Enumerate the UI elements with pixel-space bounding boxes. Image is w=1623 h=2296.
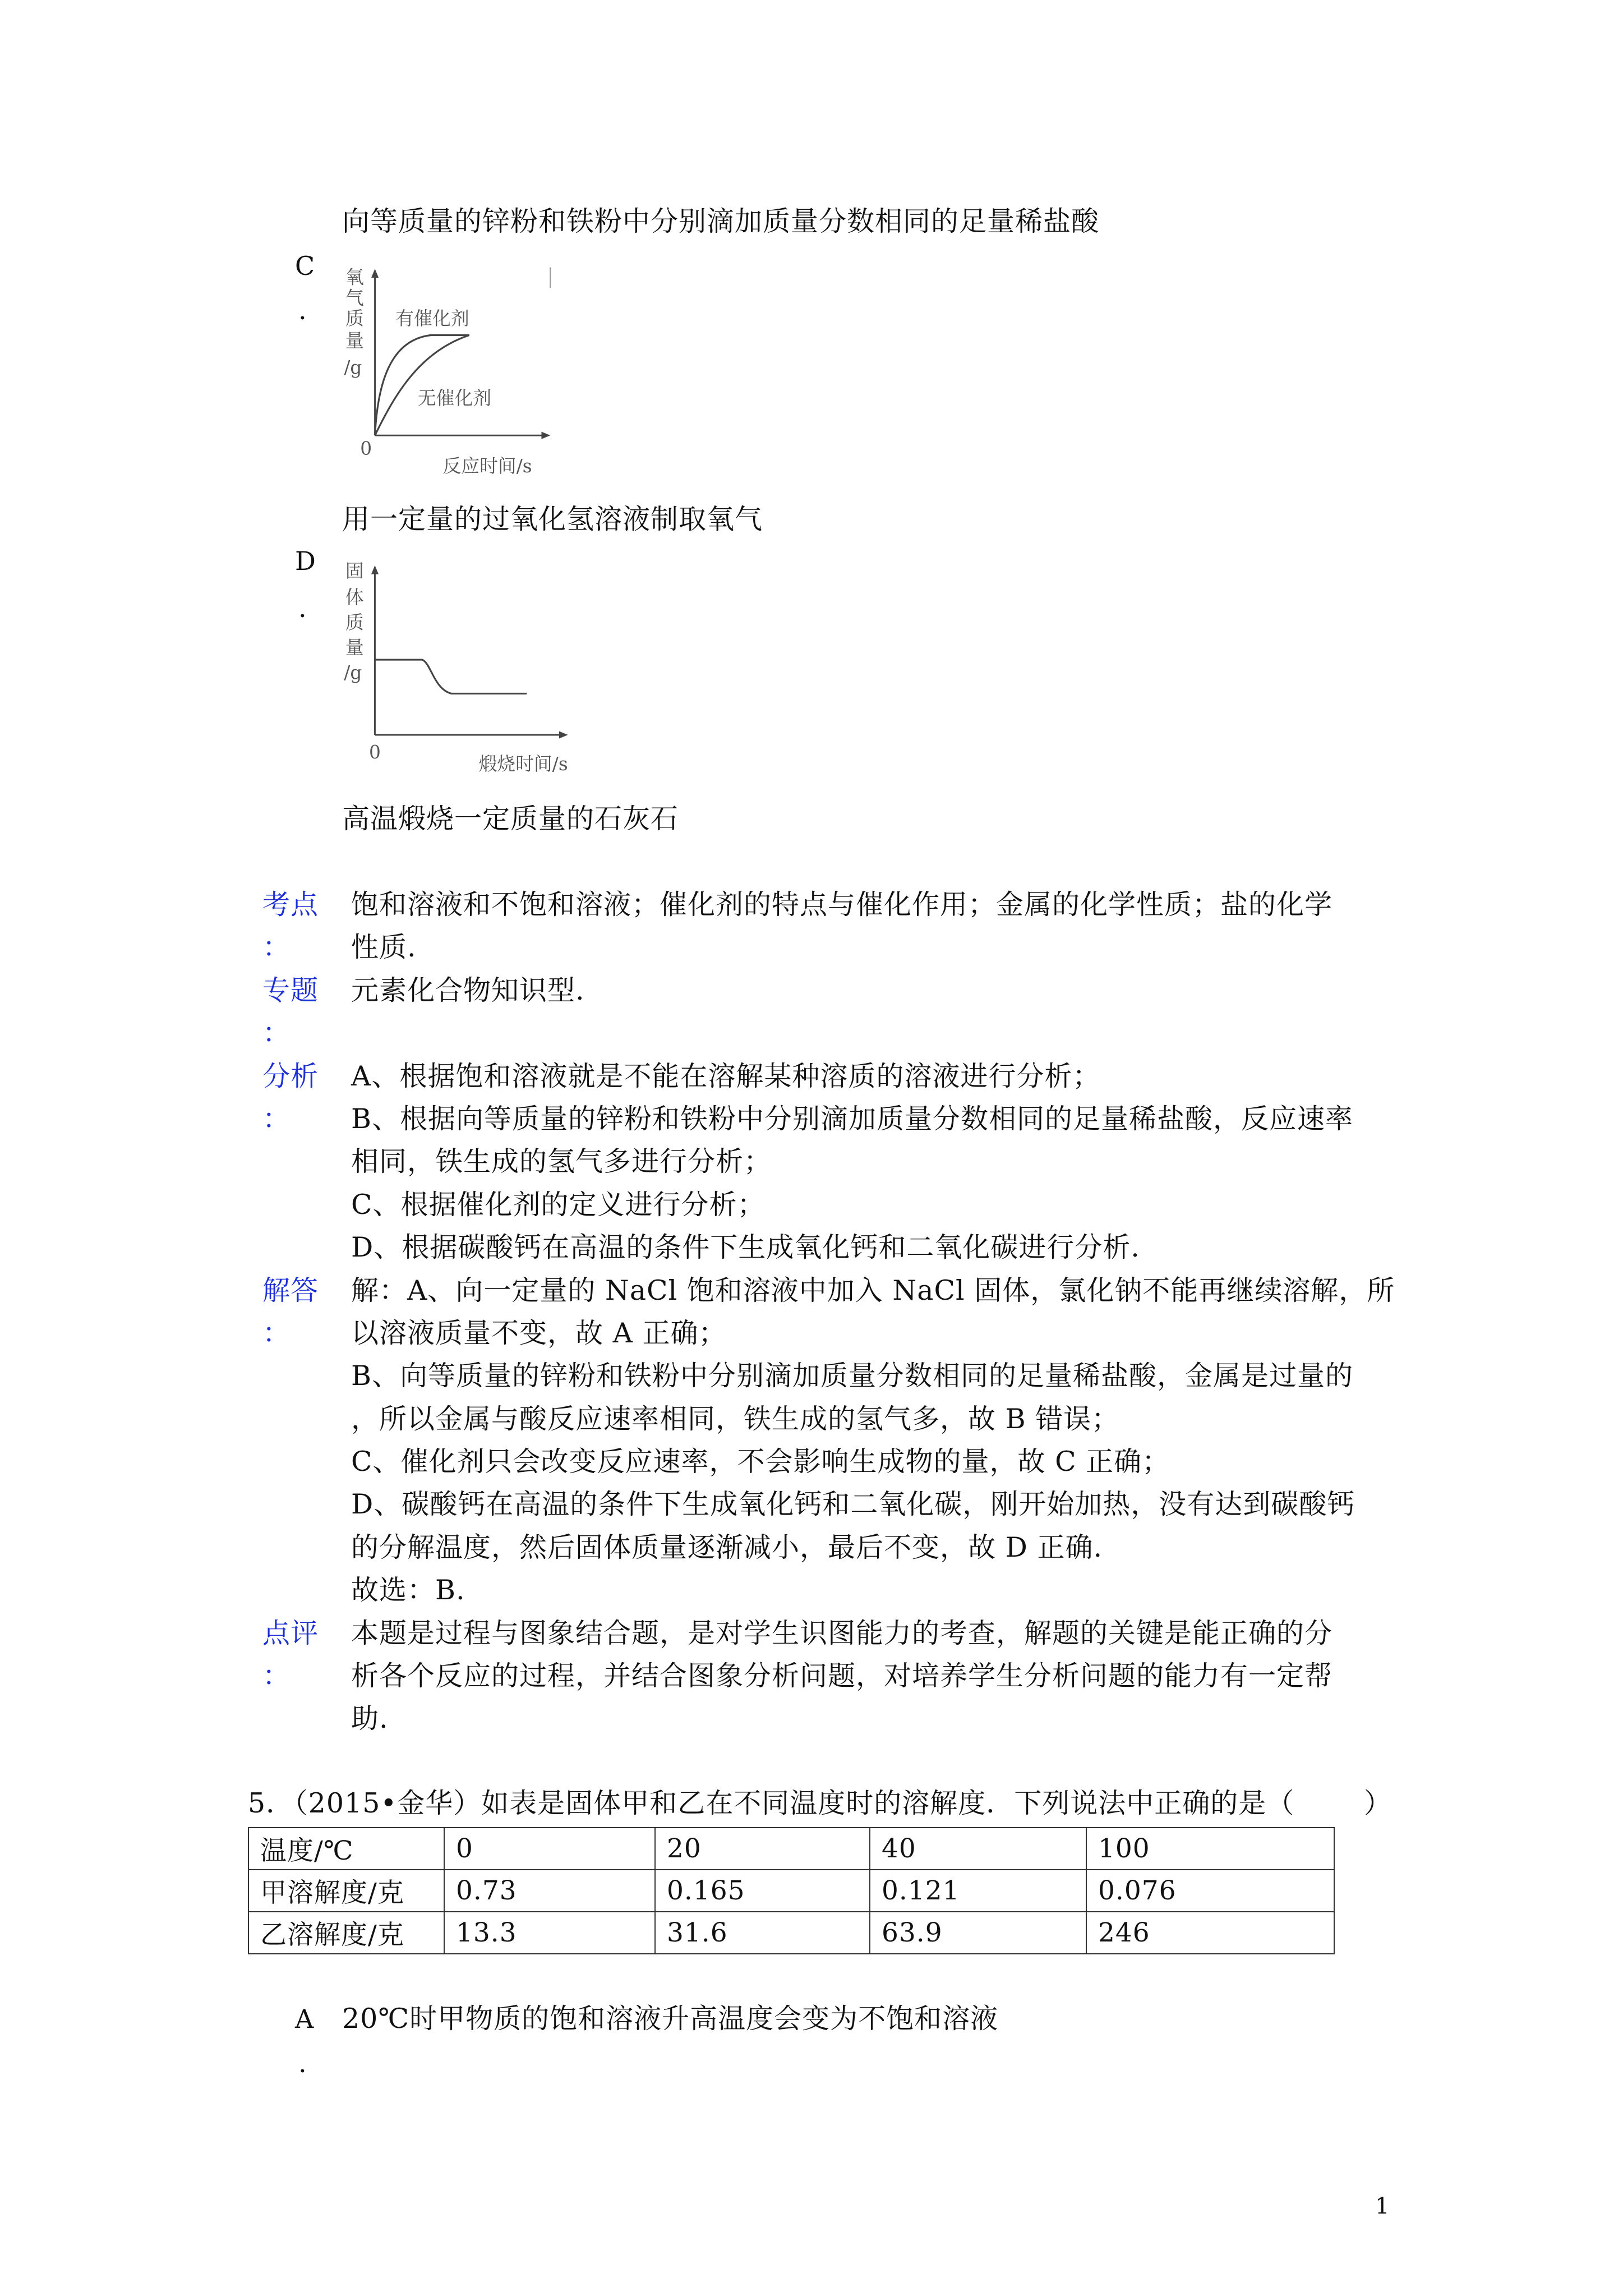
x-axis-arrow [559,731,568,738]
y-axis-label-char: 气 [345,287,364,309]
x-axis-arrow [541,432,550,439]
text-line: 故选：B. [351,1574,465,1607]
answer-blank-close-paren: ） [1363,1787,1392,1819]
curve-label-without-catalyst: 无催化剂 [417,387,492,409]
section-label: 点评 [262,1617,319,1649]
option-d-caption: 高温煅烧一定质量的石灰石 [342,803,679,835]
y-axis-label-char: 量 [345,330,364,352]
option-d-dot: . [298,593,307,623]
table-cell: 0.076 [1086,1870,1334,1912]
q5-option-a-text: 20℃时甲物质的饱和溶液升高温度会变为不饱和溶液 [342,2003,999,2035]
q5-option-a-letter: A [295,2004,315,2034]
section-label: 考点 [262,889,319,921]
table-cell: 20 [655,1828,870,1870]
section-label-colon: ： [262,931,291,964]
table-cell: 温度/℃ [248,1828,444,1870]
section-text [351,1612,1332,1741]
table-cell: 246 [1086,1912,1334,1954]
table-row [248,1912,1334,1954]
text-line: C、根据催化剂的定义进行分析； [351,1188,766,1221]
section-label-column [262,1269,351,1612]
table-cell: 0.165 [655,1870,870,1912]
option-c-dot: . [298,295,307,325]
figure-solid-mass-vs-time [339,561,573,775]
x-axis-label: 反应时间/s [442,455,532,477]
section-comment [262,1612,1395,1741]
option-c-caption: 用一定量的过氧化氢溶液制取氧气 [342,503,763,535]
question-5-text: 5．（2015•金华）如表是固体甲和乙在不同温度时的溶解度．下列说法中正确的是（ [248,1787,1295,1819]
y-axis-label-char: 固 [345,560,364,582]
figure-oxygen-mass-vs-time [339,266,554,480]
table-cell: 13.3 [444,1912,655,1954]
text-line: C、催化剂只会改变反应速率，不会影响生成物的量，故 C 正确； [351,1446,1170,1478]
option-d-letter: D [295,546,316,576]
text-line: B、向等质量的锌粉和铁粉中分别滴加质量分数相同的足量稀盐酸，金属是过量的 [351,1360,1354,1392]
x-axis-label: 煅烧时间/s [478,753,568,775]
table-cell: 甲溶解度/克 [248,1870,444,1912]
section-label: 解答 [262,1274,319,1306]
q5-option-a-dot: . [298,2048,307,2078]
text-line: 相同，铁生成的氢气多进行分析； [351,1145,772,1178]
text-line: A、根据饱和溶液就是不能在溶解某种溶质的溶液进行分析； [351,1060,1101,1092]
text-line: 本题是过程与图象结合题，是对学生识图能力的考查，解题的关键是能正确的分 [351,1617,1333,1649]
table-row [248,1870,1334,1912]
text-line: 元素化合物知识型. [351,974,585,1006]
y-axis-arrow [371,269,379,278]
section-label-colon: ： [262,1317,291,1349]
table-cell: 40 [870,1828,1086,1870]
table-cell: 0.73 [444,1870,655,1912]
text-line: B、根据向等质量的锌粉和铁粉中分别滴加质量分数相同的足量稀盐酸，反应速率 [351,1102,1354,1135]
option-c-letter: C [295,251,316,281]
table-cell: 0 [444,1828,655,1870]
section-topic [262,969,1395,1055]
text-line: 以溶液质量不变，故 A 正确； [351,1317,727,1349]
y-axis-label-char: 体 [345,587,364,609]
section-text [351,1055,1353,1269]
table-cell: 乙溶解度/克 [248,1912,444,1954]
y-axis-label-unit: /g [344,662,362,684]
text-line: 解：A、向一定量的 NaCl 饱和溶液中加入 NaCl 固体，氯化钠不能再继续溶解，所 [351,1274,1395,1306]
curve-solid-mass [375,660,527,693]
text-line: ，所以金属与酸反应速率相同，铁生成的氢气多，故 B 错误； [351,1402,1120,1435]
curve-with-catalyst [375,335,469,435]
section-label: 专题 [262,974,319,1006]
text-line: 饱和溶液和不饱和溶液；催化剂的特点与催化作用；金属的化学性质；盐的化学 [351,889,1333,921]
text-line: 性质. [351,931,417,964]
text-line: D、根据碳酸钙在高温的条件下生成氧化钙和二氧化碳进行分析. [351,1231,1140,1264]
table-cell: 100 [1086,1828,1334,1870]
section-label-column [262,1612,351,1741]
option-b-caption: 向等质量的锌粉和铁粉中分别滴加质量分数相同的足量稀盐酸 [342,205,1100,237]
section-label: 分析 [262,1060,319,1092]
section-label-column [262,1055,351,1269]
y-axis-arrow [371,565,379,574]
curve-label-with-catalyst: 有催化剂 [395,308,469,330]
table-cell: 63.9 [870,1912,1086,1954]
solubility-table [248,1827,1335,1954]
section-label-column [262,969,351,1055]
y-axis-label-char: 质 [345,308,364,330]
solution-analysis [262,884,1395,1741]
text-line: 的分解温度，然后固体质量逐渐减小，最后不变，故 D 正确. [351,1531,1103,1563]
text-line: D、碳酸钙在高温的条件下生成氧化钙和二氧化碳，刚开始加热，没有达到碳酸钙 [351,1488,1355,1521]
section-text [351,1269,1395,1612]
section-key-point [262,884,1395,969]
text-line: 助. [351,1703,389,1735]
section-label-colon: ： [262,1017,291,1050]
curve-without-catalyst [375,335,469,435]
section-answer [262,1269,1395,1612]
text-line: 析各个反应的过程，并结合图象分析问题，对培养学生分析问题的能力有一定帮 [351,1660,1333,1692]
section-label-column [262,884,351,969]
section-analysis [262,1055,1395,1269]
section-text [351,884,1332,969]
section-label-colon: ： [262,1102,291,1135]
section-text [351,969,585,1055]
question-5-stem [248,1782,1392,1825]
origin-label: 0 [368,742,381,763]
page-number: 1 [1375,2193,1390,2219]
section-label-colon: ： [262,1660,291,1692]
y-axis-label-unit: /g [344,356,362,378]
table-row [248,1828,1334,1870]
y-axis-label-char: 质 [345,611,364,633]
origin-label: 0 [360,438,372,459]
y-axis-label-char: 氧 [345,266,364,288]
table-cell: 31.6 [655,1912,870,1954]
table-cell: 0.121 [870,1870,1086,1912]
y-axis-label-char: 量 [345,637,364,659]
